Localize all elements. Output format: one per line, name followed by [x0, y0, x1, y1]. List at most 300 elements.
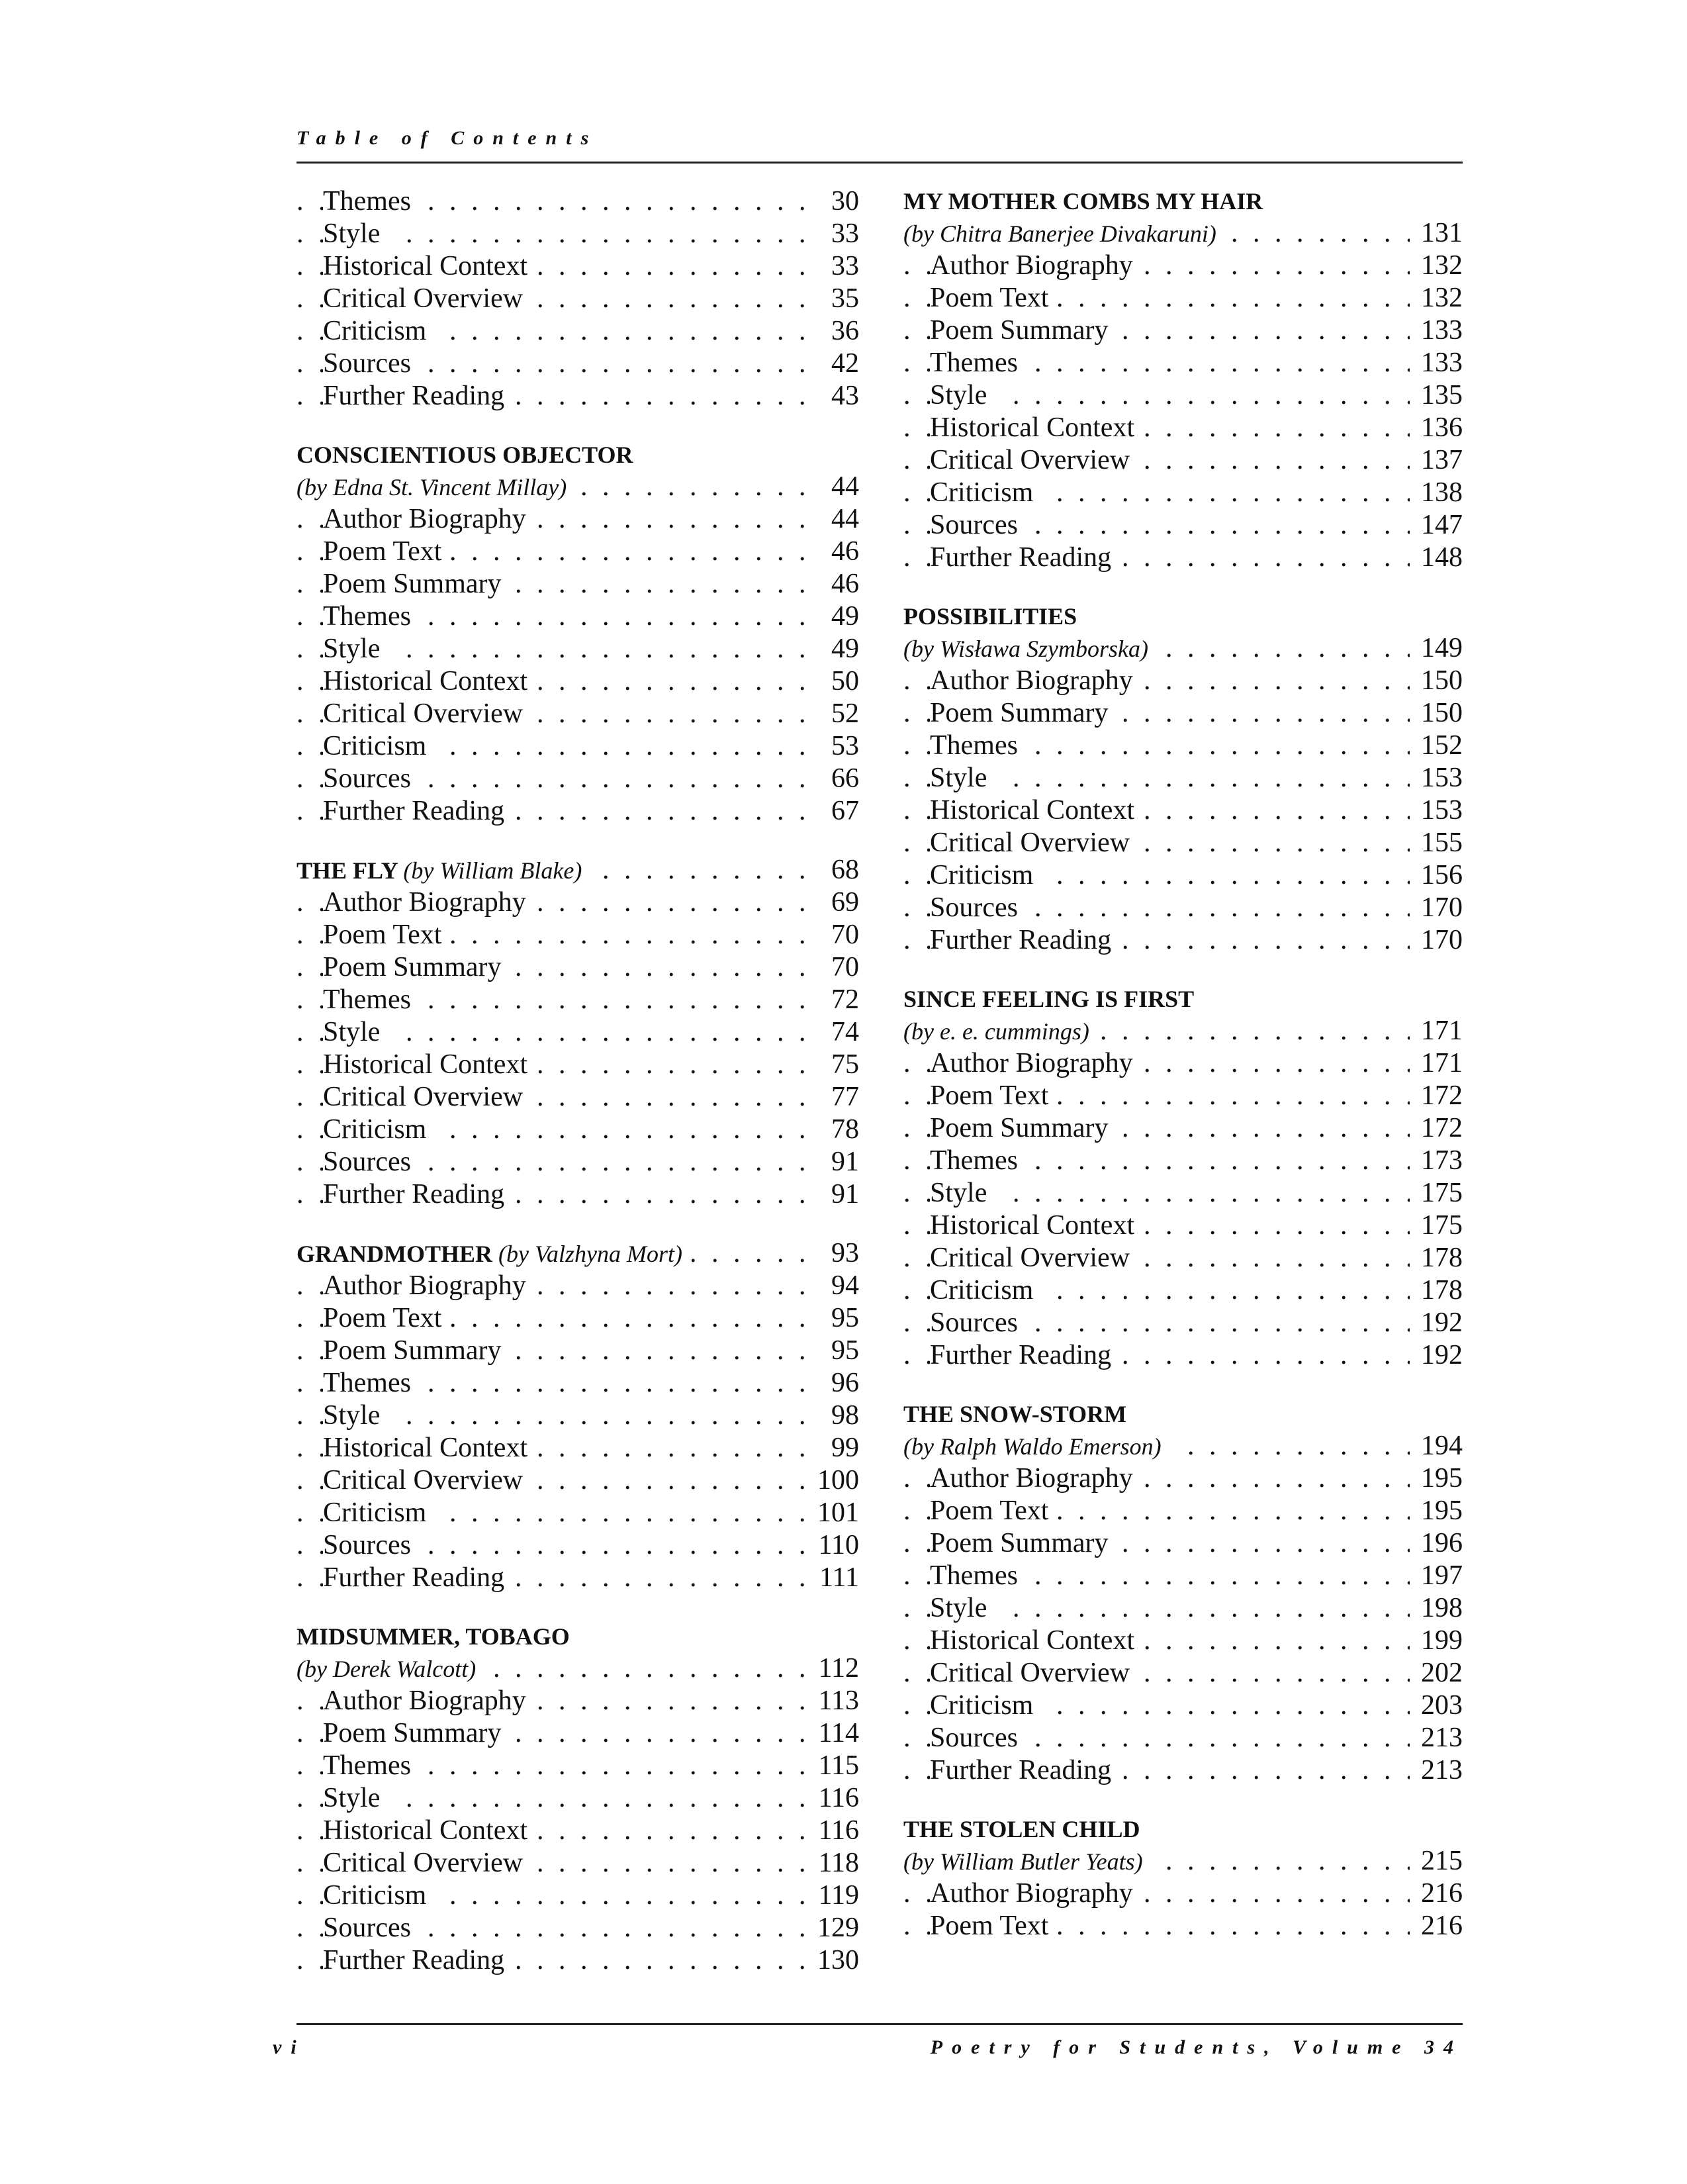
toc-entry-sources[interactable] [903, 1307, 1463, 1339]
dot-leader [296, 1049, 806, 1081]
dot-leader [903, 412, 1410, 444]
dot-leader [296, 283, 806, 315]
dot-leader [296, 1432, 806, 1464]
page-number-ref: 203 [1410, 1689, 1463, 1722]
footer-rule [296, 2023, 1463, 2025]
dot-leader [903, 347, 1410, 379]
page-number-ref: 30 [806, 185, 859, 218]
page-number-ref: 93 [806, 1237, 859, 1270]
toc-entry-style[interactable] [903, 1592, 1463, 1625]
dot-leader [903, 762, 1410, 794]
entry-label: Further Reading [323, 1179, 514, 1210]
toc-entry-themes[interactable] [903, 347, 1463, 379]
entry-label: Themes [930, 1560, 1027, 1591]
dot-leader [296, 1750, 806, 1782]
toc-entry-criticism[interactable] [296, 1114, 859, 1146]
toc-entry-criticism[interactable] [903, 1689, 1463, 1722]
author-byline-row[interactable] [903, 1430, 1463, 1462]
dot-leader [903, 1047, 1410, 1080]
section-heading-grandmother[interactable] [296, 1237, 859, 1270]
entry-label: Sources [930, 892, 1027, 923]
dot-leader [903, 379, 1410, 412]
toc-section-possibilities [903, 600, 1463, 957]
author-byline-row[interactable] [903, 1845, 1463, 1877]
poem-title[interactable]: THE STOLEN CHILD [903, 1816, 1140, 1842]
toc-entry-sources[interactable] [296, 763, 859, 795]
page-number-ref: 68 [806, 854, 859, 886]
dot-leader [296, 471, 806, 503]
toc-entry-style[interactable] [903, 762, 1463, 794]
toc-entry-author-biography[interactable] [903, 1047, 1463, 1080]
toc-entry-poem-summary[interactable] [296, 1335, 859, 1367]
toc-entry-critical-overview[interactable] [296, 1464, 859, 1497]
dot-leader [296, 1146, 806, 1178]
entry-label: Author Biography [323, 1685, 535, 1716]
dot-leader [296, 1302, 806, 1335]
section-heading-the-fly[interactable] [296, 854, 859, 886]
page-number-ref: 170 [1410, 924, 1463, 957]
entry-label: Poem Summary [930, 698, 1118, 728]
entry-label: Poem Summary [323, 1718, 511, 1748]
dot-leader [296, 795, 806, 828]
toc-section-conscientious-objector [296, 439, 859, 828]
page-number-ref: 52 [806, 698, 859, 730]
dot-leader [296, 919, 806, 951]
entry-label: Historical Context [323, 251, 537, 281]
dot-leader [903, 1015, 1410, 1047]
section-heading-label [296, 1241, 692, 1267]
entry-label: Author Biography [930, 1048, 1142, 1078]
toc-entry-sources[interactable] [903, 1722, 1463, 1754]
entry-label: Further Reading [323, 1562, 514, 1593]
dot-leader [903, 509, 1410, 542]
toc-entry-style[interactable] [296, 218, 859, 250]
toc-entry-further-reading[interactable] [296, 1944, 859, 1977]
page-number-ref: 36 [806, 315, 859, 348]
toc-entry-further-reading[interactable] [296, 795, 859, 828]
toc-left-column [296, 185, 859, 2003]
entry-label: Style [930, 1178, 996, 1208]
dot-leader [296, 1912, 806, 1944]
toc-entry-criticism[interactable] [903, 1274, 1463, 1307]
entry-label: Style [323, 1017, 389, 1047]
poem-title[interactable]: MIDSUMMER, TOBAGO [296, 1623, 570, 1650]
dot-leader [296, 568, 806, 600]
entry-label: Historical Context [323, 1049, 537, 1080]
toc-entry-poem-summary[interactable] [903, 1112, 1463, 1145]
dot-leader [903, 1845, 1410, 1877]
entry-label: Themes [323, 601, 420, 632]
toc-entry-historical-context[interactable] [296, 1815, 859, 1847]
page-number-ref: 215 [1410, 1845, 1463, 1877]
entry-label: Historical Context [930, 412, 1144, 443]
dot-leader [903, 1242, 1410, 1274]
page-number-ref: 172 [1410, 1112, 1463, 1145]
toc-entry-critical-overview[interactable] [296, 1847, 859, 1879]
poem-title[interactable]: MY MOTHER COMBS MY HAIR [903, 188, 1263, 214]
entry-label: Critical Overview [930, 1658, 1139, 1688]
entry-label: Sources [323, 1913, 420, 1943]
poem-title[interactable]: SINCE FEELING IS FIRST [903, 986, 1195, 1012]
page-number-ref: 70 [806, 919, 859, 951]
page-number-ref: 75 [806, 1049, 859, 1081]
toc-entry-themes[interactable] [296, 185, 859, 218]
toc-entry-themes[interactable] [296, 1750, 859, 1782]
page-number-ref: 150 [1410, 697, 1463, 730]
entry-label: Further Reading [930, 1755, 1120, 1785]
dot-leader [296, 854, 806, 886]
author-byline-row[interactable] [296, 471, 859, 503]
page-number-ref: 149 [1410, 632, 1463, 665]
poem-title[interactable]: THE SNOW-STORM [903, 1401, 1127, 1427]
toc-entry-sources[interactable] [296, 1912, 859, 1944]
toc-entry-poem-text[interactable] [903, 282, 1463, 314]
toc-entry-further-reading[interactable] [903, 542, 1463, 574]
dot-leader [903, 314, 1410, 347]
entry-label: Criticism [323, 1114, 435, 1145]
toc-entry-themes[interactable] [296, 984, 859, 1016]
toc-entry-poem-summary[interactable] [296, 568, 859, 600]
toc-entry-further-reading[interactable] [903, 1754, 1463, 1787]
author-byline-row[interactable] [903, 217, 1463, 250]
page-number-ref: 150 [1410, 665, 1463, 697]
page-number-ref: 216 [1410, 1910, 1463, 1942]
toc-entry-poem-summary[interactable] [903, 1527, 1463, 1560]
entry-label: (by William Butler Yeats) [903, 1848, 1152, 1875]
dot-leader [296, 1815, 806, 1847]
dot-leader [903, 1657, 1410, 1689]
entry-label: Further Reading [323, 1945, 514, 1975]
page-number-ref: 135 [1410, 379, 1463, 412]
entry-label: Author Biography [323, 1270, 535, 1301]
toc-entry-style[interactable] [903, 379, 1463, 412]
toc-entry-critical-overview[interactable] [903, 827, 1463, 859]
toc-entry-poem-text[interactable] [903, 1495, 1463, 1527]
running-header-title: Table of Contents [296, 127, 598, 149]
dot-leader [296, 503, 806, 536]
entry-label: Further Reading [930, 925, 1120, 955]
entry-label: Critical Overview [323, 1465, 532, 1496]
dot-leader [903, 632, 1410, 665]
page-number-ref: 119 [806, 1879, 859, 1912]
toc-entry-themes[interactable] [296, 1367, 859, 1400]
page-number-ref: 69 [806, 886, 859, 919]
toc-entry-criticism[interactable] [296, 315, 859, 348]
entry-label: Criticism [930, 1690, 1042, 1721]
entry-label: Poem Text [323, 920, 451, 950]
page-number-ref: 46 [806, 536, 859, 568]
dot-leader [903, 827, 1410, 859]
dot-leader [903, 1462, 1410, 1495]
page-number-ref: 49 [806, 600, 859, 633]
dot-leader [296, 1529, 806, 1562]
toc-entry-themes[interactable] [296, 600, 859, 633]
toc-entry-author-biography[interactable] [903, 665, 1463, 697]
page-number-ref: 192 [1410, 1307, 1463, 1339]
entry-label: (by Edna St. Vincent Millay) [296, 474, 576, 500]
toc-entry-further-reading[interactable] [903, 1339, 1463, 1372]
dot-leader [296, 600, 806, 633]
dot-leader [903, 1754, 1410, 1787]
toc-entry-criticism[interactable] [296, 730, 859, 763]
dot-leader [296, 951, 806, 984]
toc-entry-critical-overview[interactable] [903, 444, 1463, 477]
dot-leader [296, 348, 806, 380]
toc-entry-poem-summary[interactable] [903, 697, 1463, 730]
toc-section-the-fly [296, 854, 859, 1211]
page-number-ref: 136 [1410, 412, 1463, 444]
toc-entry-critical-overview[interactable] [296, 698, 859, 730]
toc-entry-historical-context[interactable] [903, 1210, 1463, 1242]
toc-entry-criticism[interactable] [903, 477, 1463, 509]
toc-entry-author-biography[interactable] [296, 886, 859, 919]
dot-leader [296, 1237, 806, 1270]
entry-label: Style [323, 1783, 389, 1813]
toc-entry-author-biography[interactable] [296, 1685, 859, 1717]
toc-entry-critical-overview[interactable] [296, 283, 859, 315]
entry-label: (by e. e. cummings) [903, 1018, 1099, 1045]
poem-author: (by Valzhyna Mort) [498, 1241, 682, 1267]
poem-title[interactable]: CONSCIENTIOUS OBJECTOR [296, 442, 633, 468]
entry-label: Sources [930, 1307, 1027, 1338]
toc-section-my-mother-combs-my-hair [903, 185, 1463, 574]
toc-entry-critical-overview[interactable] [903, 1242, 1463, 1274]
toc-entry-historical-context[interactable] [903, 794, 1463, 827]
dot-leader [296, 1081, 806, 1114]
dot-leader [296, 1562, 806, 1594]
toc-entry-critical-overview[interactable] [296, 1081, 859, 1114]
toc-entry-style[interactable] [296, 1782, 859, 1815]
entry-label: Critical Overview [323, 1848, 532, 1878]
dot-leader [903, 1210, 1410, 1242]
dot-leader [296, 633, 806, 665]
dot-leader [903, 924, 1410, 957]
dot-leader [296, 1270, 806, 1302]
toc-entry-historical-context[interactable] [903, 412, 1463, 444]
entry-label: Historical Context [323, 666, 537, 696]
toc-entry-sources[interactable] [903, 509, 1463, 542]
dot-leader [903, 892, 1410, 924]
page-number-ref: 213 [1410, 1754, 1463, 1787]
entry-label: Critical Overview [323, 698, 532, 729]
entry-label: Author Biography [930, 1463, 1142, 1494]
entry-label: Critical Overview [930, 828, 1139, 858]
entry-label: Criticism [930, 1275, 1042, 1306]
author-byline-row[interactable] [296, 1652, 859, 1685]
toc-section-midsummer-tobago [296, 1621, 859, 1977]
entry-label: Criticism [323, 731, 435, 761]
dot-leader [903, 282, 1410, 314]
page-number-ref: 156 [1410, 859, 1463, 892]
entry-label: Style [930, 1593, 996, 1623]
toc-section-grandmother [296, 1237, 859, 1594]
page-number-ref: 196 [1410, 1527, 1463, 1560]
dot-leader [296, 1847, 806, 1879]
toc-entry-poem-text[interactable] [903, 1080, 1463, 1112]
toc-entry-author-biography[interactable] [903, 1877, 1463, 1910]
dot-leader [296, 984, 806, 1016]
page-number-ref: 33 [806, 250, 859, 283]
dot-leader [903, 250, 1410, 282]
toc-entry-sources[interactable] [296, 1146, 859, 1178]
toc-entry-historical-context[interactable] [296, 665, 859, 698]
page-number-ref: 43 [806, 380, 859, 412]
toc-entry-poem-text[interactable] [296, 919, 859, 951]
header-rule [296, 162, 1463, 164]
toc-entry-author-biography[interactable] [296, 1270, 859, 1302]
dot-leader [296, 1114, 806, 1146]
toc-entry-style[interactable] [296, 633, 859, 665]
page-number-ref: 72 [806, 984, 859, 1016]
page-number-ref: 147 [1410, 509, 1463, 542]
page-number-ref: 53 [806, 730, 859, 763]
dot-leader [903, 1177, 1410, 1210]
toc-entry-sources[interactable] [296, 1529, 859, 1562]
dot-leader [903, 217, 1410, 250]
dot-leader [296, 1335, 806, 1367]
toc-entry-poem-summary[interactable] [296, 951, 859, 984]
entry-label: Author Biography [930, 1878, 1142, 1909]
toc-entry-further-reading[interactable] [903, 924, 1463, 957]
dot-leader [903, 542, 1410, 574]
page-number-ref: 44 [806, 503, 859, 536]
entry-label: Themes [930, 1145, 1027, 1176]
page-number-ref: 172 [1410, 1080, 1463, 1112]
dot-leader [903, 697, 1410, 730]
toc-entry-criticism[interactable] [296, 1879, 859, 1912]
toc-entry-themes[interactable] [903, 1145, 1463, 1177]
dot-leader [903, 1689, 1410, 1722]
page-number-ref: 95 [806, 1335, 859, 1367]
entry-label: Sources [930, 510, 1027, 540]
page-number-ref: 152 [1410, 730, 1463, 762]
entry-label: Sources [323, 348, 420, 379]
page-number-ref: 70 [806, 951, 859, 984]
entry-label: Poem Summary [930, 1528, 1118, 1558]
dot-leader [296, 1016, 806, 1049]
page-number-ref: 91 [806, 1178, 859, 1211]
dot-leader [296, 536, 806, 568]
page-number-ref: 170 [1410, 892, 1463, 924]
entry-label: Criticism [323, 1497, 435, 1528]
dot-leader [903, 730, 1410, 762]
toc-entry-poem-text[interactable] [903, 1910, 1463, 1942]
poem-title[interactable]: POSSIBILITIES [903, 603, 1077, 630]
entry-label: Themes [930, 348, 1027, 378]
page-number-ref: 173 [1410, 1145, 1463, 1177]
dot-leader [903, 1625, 1410, 1657]
page-number-ref: 197 [1410, 1560, 1463, 1592]
toc-entry-sources[interactable] [296, 348, 859, 380]
toc-entry-author-biography[interactable] [296, 503, 859, 536]
entry-label: Poem Text [930, 1496, 1058, 1526]
toc-entry-author-biography[interactable] [903, 1462, 1463, 1495]
toc-entry-themes[interactable] [903, 730, 1463, 762]
entry-label: Poem Summary [323, 952, 511, 982]
page-number-ref: 194 [1410, 1430, 1463, 1462]
toc-entry-poem-text[interactable] [296, 1302, 859, 1335]
page-number-ref: 138 [1410, 477, 1463, 509]
page-number-ref: 178 [1410, 1242, 1463, 1274]
dot-leader [296, 185, 806, 218]
entry-label: Further Reading [323, 796, 514, 826]
page-number-ref: 153 [1410, 762, 1463, 794]
toc-entry-style[interactable] [296, 1400, 859, 1432]
page-number-ref: 66 [806, 763, 859, 795]
toc-entry-further-reading[interactable] [296, 1178, 859, 1211]
toc-entry-further-reading[interactable] [296, 380, 859, 412]
dot-leader [903, 1722, 1410, 1754]
toc-entry-critical-overview[interactable] [903, 1657, 1463, 1689]
poem-title: THE FLY [296, 857, 398, 884]
toc-entry-criticism[interactable] [296, 1497, 859, 1529]
dot-leader [296, 380, 806, 412]
page-number-ref: 112 [806, 1652, 859, 1685]
toc-entry-poem-summary[interactable] [296, 1717, 859, 1750]
entry-label: Further Reading [930, 542, 1120, 573]
dot-leader [903, 1527, 1410, 1560]
dot-leader [296, 1685, 806, 1717]
page-number: vi [273, 2036, 306, 2058]
entry-label: Criticism [930, 477, 1042, 508]
toc-entry-sources[interactable] [903, 892, 1463, 924]
toc-entry-style[interactable] [903, 1177, 1463, 1210]
toc-entry-historical-context[interactable] [296, 250, 859, 283]
author-byline-row[interactable] [903, 632, 1463, 665]
entry-label: Critical Overview [930, 445, 1139, 475]
dot-leader [903, 1145, 1410, 1177]
dot-leader [296, 1944, 806, 1977]
entry-label: (by Ralph Waldo Emerson) [903, 1433, 1171, 1460]
dot-leader [903, 794, 1410, 827]
dot-leader [903, 1080, 1410, 1112]
toc-entry-historical-context[interactable] [296, 1432, 859, 1464]
page-number-ref: 111 [806, 1562, 859, 1594]
entry-label: Poem Text [930, 1911, 1058, 1941]
dot-leader [296, 218, 806, 250]
page-number-ref: 46 [806, 568, 859, 600]
page-number-ref: 198 [1410, 1592, 1463, 1625]
toc-entry-themes[interactable] [903, 1560, 1463, 1592]
dot-leader [296, 1464, 806, 1497]
toc-section-continued [296, 185, 859, 412]
toc-entry-historical-context[interactable] [296, 1049, 859, 1081]
dot-leader [903, 477, 1410, 509]
dot-leader [903, 1560, 1410, 1592]
entry-label: Author Biography [323, 504, 535, 534]
page-number-ref: 67 [806, 795, 859, 828]
page-number-ref: 50 [806, 665, 859, 698]
toc-entry-historical-context[interactable] [903, 1625, 1463, 1657]
toc-entry-criticism[interactable] [903, 859, 1463, 892]
dot-leader [903, 859, 1410, 892]
entry-label: (by Derek Walcott) [296, 1656, 485, 1682]
toc-entry-further-reading[interactable] [296, 1562, 859, 1594]
toc-section-since-feeling-is-first [903, 983, 1463, 1372]
toc-entry-author-biography[interactable] [903, 250, 1463, 282]
toc-entry-poem-summary[interactable] [903, 314, 1463, 347]
page-number-ref: 132 [1410, 250, 1463, 282]
page-number-ref: 213 [1410, 1722, 1463, 1754]
toc-entry-style[interactable] [296, 1016, 859, 1049]
toc-entry-poem-text[interactable] [296, 536, 859, 568]
dot-leader [296, 1178, 806, 1211]
author-byline-row[interactable] [903, 1015, 1463, 1047]
entry-label: Poem Text [930, 1080, 1058, 1111]
page-number-ref: 96 [806, 1367, 859, 1400]
entry-label: Themes [323, 984, 420, 1015]
page-number-ref: 195 [1410, 1462, 1463, 1495]
